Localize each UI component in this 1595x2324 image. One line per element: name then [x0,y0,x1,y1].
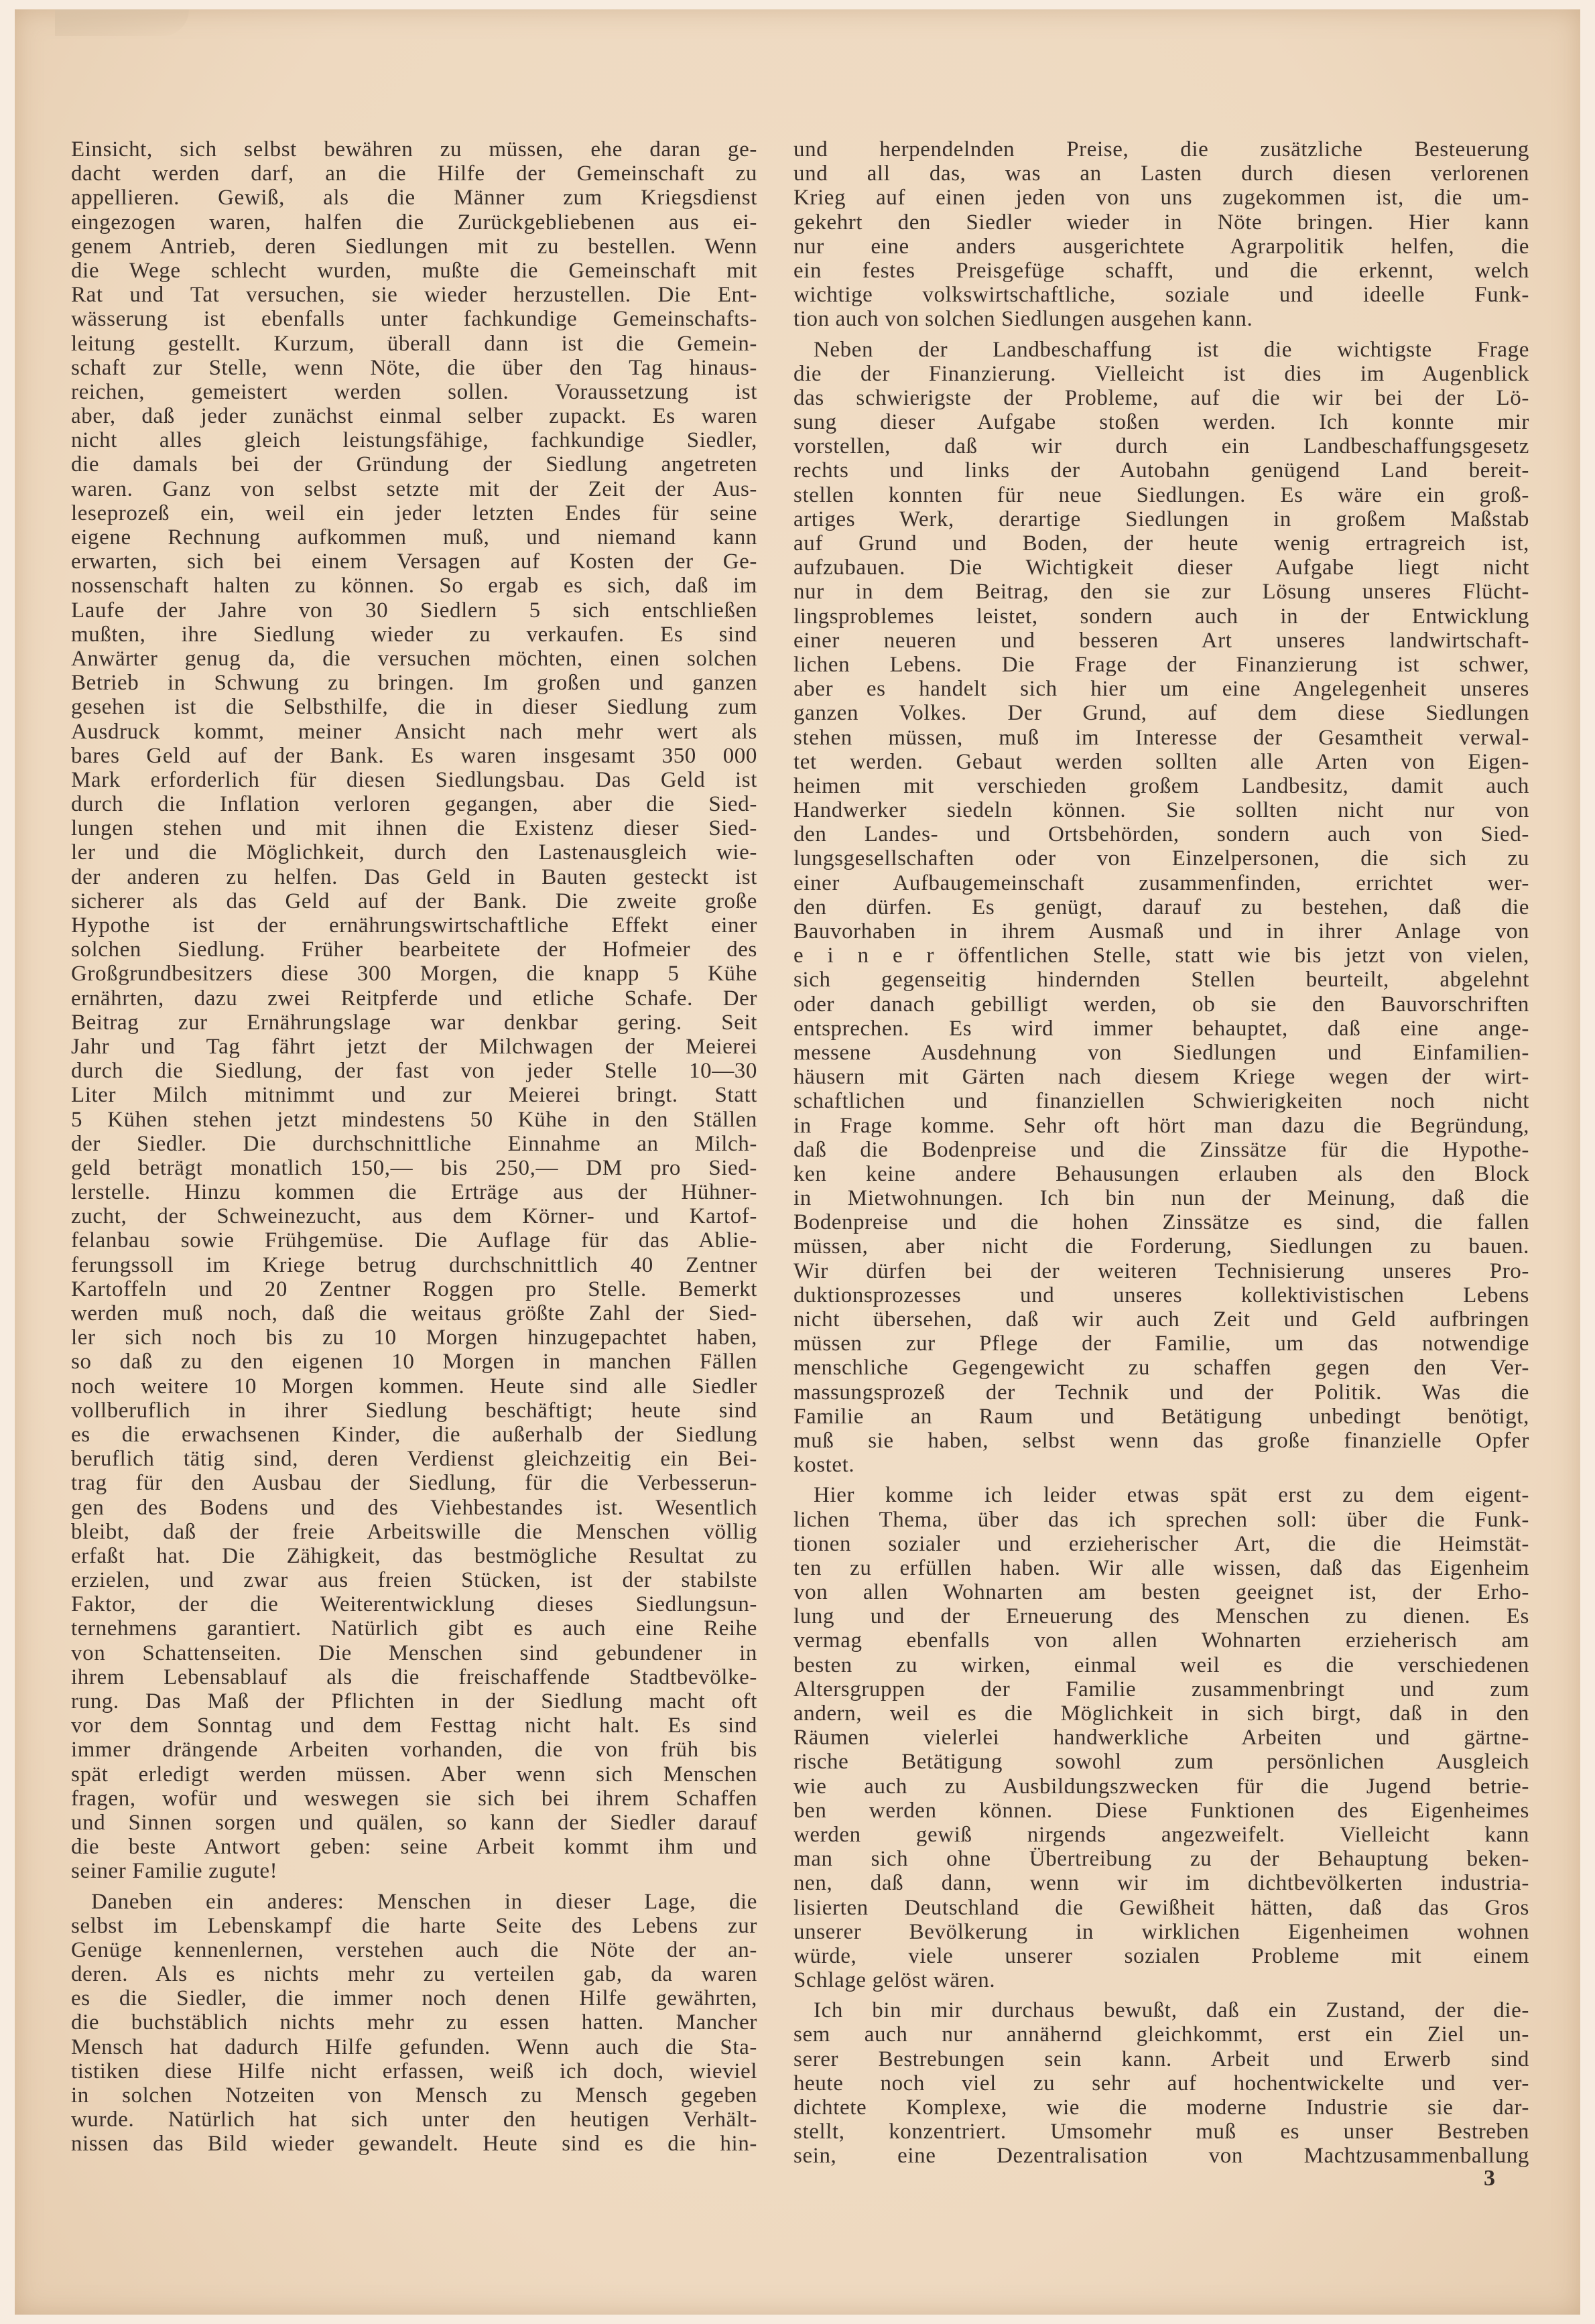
text-line: einer neueren und besseren Art unseres landwirtschaft- [793,628,1529,653]
paragraph [71,137,757,1884]
text-line: solchen Siedlung. Früher bearbeitete der Hofmeier des [71,938,757,962]
text-line: erzielen, und zwar aus freien Stücken, ist der stabilste [71,1568,757,1593]
text-line: Räumen vielerlei handwerkliche Arbeiten und gärtne- [793,1726,1529,1750]
text-line: Betrieb in Schwung zu bringen. Im großen und ganzen [71,671,757,696]
text-line: duktionsprozesses und unseres kollektivistischen Lebens [793,1283,1529,1307]
text-line: erwarten, sich bei einem Versagen auf Kosten der Ge- [71,550,757,574]
text-line: aber, daß jeder zunächst einmal selber zupackt. Es waren [71,404,757,429]
text-line: reichen, gemeistert werden sollen. Voraussetzung ist [71,379,757,404]
text-line: rechts und links der Autobahn genügend Land bereit- [793,458,1529,483]
text-line: nossenschaft halten zu können. So ergab es sich, daß im [71,574,757,598]
text-line: durch die Inflation verloren gegangen, aber die Sied- [71,792,757,817]
text-line: eingezogen waren, halfen die Zurückgebliebenen aus ei- [71,210,757,235]
text-line: lichen Lebens. Die Frage der Finanzierung ist schwer, [793,652,1529,677]
text-line: ler und die Möglichkeit, durch den Lastenausgleich wie- [71,840,757,865]
text-line: in Mietwohnungen. Ich bin nun der Meinung, daß die [793,1186,1529,1211]
text-line: sung dieser Aufgabe stoßen werden. Ich konnte mir [793,410,1529,435]
text-line: kostet. [793,1453,855,1478]
text-line: Ausdruck kommt, meiner Ansicht nach mehr wert als [71,719,757,744]
text-line: die buchstäblich nichts mehr zu essen hatten. Mancher [71,2010,757,2035]
text-line: Schlage gelöst wären. [793,1968,996,1993]
text-line: Beitrag zur Ernährungslage war denkbar gering. Seit [71,1010,757,1035]
text-line: schaft zur Stelle, wenn Nöte, die über den Tag hinaus- [71,355,757,380]
text-line: Bauvorhaben in ihrem Ausmaß und in ihrer Anlage von [793,919,1529,944]
text-line: dichtete Komplexe, wie die moderne Industrie sie dar- [793,2095,1529,2120]
text-line: aufzubauen. Die Wichtigkeit dieser Aufgabe liegt nicht [793,556,1529,580]
text-line: schaftlichen und finanziellen Schwierigkeiten noch nicht [793,1089,1529,1114]
text-line: besten zu wirken, einmal weil es die verschiedenen [793,1653,1529,1677]
text-line: wässerung ist ebenfalls unter fachkundige Gemeinschafts- [71,307,757,332]
text-line: der Siedler. Die durchschnittliche Einnahme an Milch- [71,1131,757,1156]
text-line: tet werden. Gebaut werden sollten alle Arten von Eigen- [793,749,1529,774]
text-line: von Schattenseiten. Die Menschen sind gebundener in [71,1640,757,1665]
paragraph [71,1890,757,2156]
paragraph [793,137,1529,332]
text-line: ein festes Preisgefüge schafft, und die erkennt, welch [793,258,1529,283]
text-line: ganzen Volkes. Der Grund, auf dem diese Siedlungen [793,701,1529,726]
text-line: ten zu erfüllen haben. Wir alle wissen, daß das Eigenheim [793,1555,1529,1580]
text-line: wurde. Natürlich hat sich unter den heutigen Verhält- [71,2108,757,2132]
text-line: erfaßt hat. Die Zähigkeit, das bestmögliche Resultat zu [71,1543,757,1568]
text-line: müssen zur Pflege der Familie, um das notwendige [793,1332,1529,1356]
text-line: bleibt, daß der freie Arbeitswille die Menschen völlig [71,1519,757,1544]
text-line: stellen konnten für neue Siedlungen. Es wäre ein groß- [793,482,1529,507]
text-line: sem auch nur annähernd gleichkommt, erst ein Ziel un- [793,2022,1529,2047]
text-line: e i n e r öffentlichen Stelle, statt wie bis jetzt von vielen, [793,944,1529,968]
text-line: die der Finanzierung. Vielleicht ist dies im Augenblick [793,361,1529,386]
text-line: es die erwachsenen Kinder, die außerhalb der Siedlung [71,1422,757,1447]
text-line: entsprechen. Es wird immer behauptet, daß eine ange- [793,1016,1529,1041]
text-line: lung und der Erneuerung des Menschen zu dienen. Es [793,1604,1529,1629]
text-line: Familie an Raum und Betätigung unbedingt benötigt, [793,1404,1529,1429]
text-line: Jahr und Tag fährt jetzt der Milchwagen der Meierei [71,1034,757,1059]
text-line: Anwärter genug da, die versuchen möchten, einen solchen [71,646,757,671]
text-line: Altersgruppen der Familie zusammenbringt und zum [793,1677,1529,1701]
text-line: durch die Siedlung, der fast von jeder Stelle 10—30 [71,1059,757,1084]
text-line: der anderen zu helfen. Das Geld in Bauten gesteckt ist [71,864,757,889]
text-line: es die Siedler, die immer noch denen Hilfe gewährten, [71,1986,757,2011]
text-line: genem Antrieb, deren Siedlungen mit zu bestellen. Wenn [71,234,757,259]
text-line: Daneben ein anderes: Menschen in dieser Lage, die [91,1889,757,1914]
torn-corner [55,9,189,36]
text-line: das schwierigste der Probleme, auf die wir bei der Lö- [793,385,1529,410]
text-line: nen, daß dann, wenn wir im dichtbevölkerten industria- [793,1871,1529,1896]
text-line: trag für den Ausbau der Siedlung, für die Verbesserun- [71,1471,757,1496]
text-line: mußten, ihre Siedlung wieder zu verkaufen. Es sind [71,622,757,647]
text-line: Handwerker siedeln können. Sie sollten nicht nur von [793,798,1529,823]
text-line: ben werden können. Diese Funktionen des Eigenheimes [793,1798,1529,1823]
text-line: deren. Als es nichts mehr zu verteilen gab, da waren [71,1962,757,1987]
text-line: Hier komme ich leider etwas spät erst zu dem eigent- [814,1483,1529,1508]
text-line: lisierten Deutschland die Gewißheit hätten, daß das Gros [793,1895,1529,1920]
text-line: die Wege schlecht wurden, mußte die Gemeinschaft mit [71,258,757,283]
text-line: Mensch hat dadurch Hilfe gefunden. Wenn auch die Sta- [71,2035,757,2059]
text-line: würde, viele unserer sozialen Probleme mit einem [793,1943,1529,1968]
text-line: Mark erforderlich für diesen Siedlungsbau. Das Geld ist [71,767,757,792]
text-line: zucht, der Schweinezucht, aus dem Körner- und Kartof- [71,1204,757,1229]
text-line: 5 Kühen stehen jetzt mindestens 50 Kühe in den Ställen [71,1107,757,1132]
text-line: lichen Thema, über das ich sprechen soll: über die Funk- [793,1507,1529,1532]
text-line: vollberuflich in ihrer Siedlung beschäftigt; heute sind [71,1398,757,1423]
text-line: Bodenpreise und die hohen Zinssätze es sind, die fallen [793,1210,1529,1235]
text-line: felanbau sowie Frühgemüse. Die Auflage für das Ablie- [71,1228,757,1253]
text-line: dacht werden darf, an die Hilfe der Gemeinschaft zu [71,162,757,186]
text-line: Rat und Tat versuchen, sie wieder herzustellen. Die Ent- [71,283,757,308]
text-line: Großgrundbesitzers diese 300 Morgen, die knapp 5 Kühe [71,962,757,986]
text-line: in Frage komme. Sehr oft hört man dazu die Begründung, [793,1113,1529,1138]
text-line: auf Grund und Boden, der heute wenig ertragreich ist, [793,531,1529,556]
text-line: den dürfen. Es genügt, darauf zu bestehen, daß die [793,895,1529,919]
text-line: immer drängende Arbeiten vorhanden, die von früh bis [71,1738,757,1762]
text-line: Wir dürfen bei der weiteren Technisierung unseres Pro- [793,1258,1529,1283]
text-line: ferungssoll im Kriege betrug durchschnittlich 40 Zentner [71,1252,757,1277]
paragraph [793,338,1529,1478]
text-line: Krieg auf einen jeden von uns zugekommen ist, die um- [793,186,1529,210]
text-line: die damals bei der Gründung der Siedlung angetreten [71,452,757,477]
text-line: tionen sozialer und erzieherischer Art, die die Heimstät- [793,1531,1529,1556]
text-line: nur eine anders ausgerichtete Agrarpolitik helfen, die [793,234,1529,259]
text-column-left [71,137,757,2156]
text-line: und Sinnen sorgen und quälen, so kann der Siedler darauf [71,1810,757,1835]
text-line: sicherer als das Geld auf der Bank. Die zweite große [71,889,757,913]
text-line: stehen müssen, muß im Interesse der Gesamtheit verwal- [793,725,1529,750]
text-line: ken keine andere Behausungen erlauben als den Block [793,1161,1529,1186]
text-line: sich gegenseitig hindernden Stellen beurteilt, abgelehnt [793,968,1529,992]
text-line: fragen, wofür und weswegen sie sich bei ihrem Schaffen [71,1786,757,1811]
text-line: Hypothe ist der ernährungswirtschaftliche Effekt einer [71,913,757,938]
text-line: heute noch viel zu sehr auf hochentwickelte und ver- [793,2071,1529,2095]
text-line: Laufe der Jahre von 30 Siedlern 5 sich entschließen [71,598,757,623]
text-line: gen des Bodens und des Viehbestandes ist. Wesentlich [71,1495,757,1520]
text-line: gesehen ist die Selbsthilfe, die in dieser Siedlung zum [71,695,757,720]
text-line: vor dem Sonntag und dem Festtag nicht halt. Es sind [71,1714,757,1738]
text-line: Kartoffeln und 20 Zentner Roggen pro Stelle. Bemerkt [71,1277,757,1301]
text-line: aber es handelt sich hier um eine Angelegenheit unseres [793,677,1529,702]
text-line: vermag ebenfalls von allen Wohnarten erzieherisch am [793,1628,1529,1653]
text-line: wichtige volkswirtschaftliche, soziale und ideelle Funk- [793,283,1529,308]
text-line: nur in dem Beitrag, den sie zur Lösung unseres Flücht- [793,580,1529,604]
text-line: in solchen Notzeiten von Mensch zu Mensch gegeben [71,2083,757,2108]
text-line: geld beträgt monatlich 150,— bis 250,— DM pro Sied- [71,1155,757,1180]
text-line: appellieren. Gewiß, als die Männer zum Kriegsdienst [71,186,757,210]
text-line: lerstelle. Hinzu kommen die Erträge aus der Hühner- [71,1180,757,1205]
text-line: selbst im Lebenskampf die harte Seite des Lebens zur [71,1913,757,1938]
text-line: Ich bin mir durchaus bewußt, daß ein Zustand, der die- [814,1998,1529,2023]
text-line: stellt, konzentriert. Umsomehr muß es unser Bestreben [793,2120,1529,2144]
text-line: seiner Familie zugute! [71,1859,278,1884]
text-line: wie auch zu Ausbildungszwecken für die Jugend betrie- [793,1774,1529,1799]
text-line: beruflich tätig sind, deren Verdienst gleichzeitig ein Bei- [71,1447,757,1472]
text-line: ternehmens garantiert. Natürlich gibt es auch eine Reihe [71,1616,757,1641]
text-line: heimen mit verschieden großem Landbesitz, damit auch [793,773,1529,798]
text-line: daß die Bodenpreise und die Zinssätze für die Hypothe- [793,1137,1529,1162]
text-line: bares Geld auf der Bank. Es waren insgesamt 350 000 [71,743,757,768]
text-line: nicht alles gleich leistungsfähige, fachkundige Siedler, [71,428,757,453]
text-line: artiges Werk, derartige Siedlungen in großem Maßstab [793,507,1529,531]
text-line: lungen stehen und mit ihnen die Existenz dieser Sied- [71,816,757,841]
text-line: vorstellen, daß wir durch ein Landbeschaffungsgesetz [793,434,1529,459]
text-line: gekehrt den Siedler wieder in Nöte bringen. Hier kann [793,210,1529,235]
text-line: Neben der Landbeschaffung ist die wichtigste Frage [814,337,1529,362]
text-line: ihrem Lebensablauf als die freischaffende Stadtbevölke- [71,1665,757,1689]
text-line: rische Betätigung sowohl zum persönlichen Ausgleich [793,1750,1529,1774]
text-line: nissen das Bild wieder gewandelt. Heute sind es die hin- [71,2132,757,2156]
text-line: serer Bestrebungen sein kann. Arbeit und Erwerb sind [793,2047,1529,2071]
text-line: unserer Bevölkerung in wirklichen Eigenheimen wohnen [793,1919,1529,1944]
text-line: waren. Ganz von selbst setzte mit der Zeit der Aus- [71,476,757,501]
text-line: nicht übersehen, daß wir auch Zeit und Geld aufbringen [793,1307,1529,1332]
text-line: massungsprozeß der Technik und der Politik. Was die [793,1380,1529,1405]
text-line: noch weitere 10 Morgen kommen. Heute sind alle Siedler [71,1374,757,1399]
text-line: Einsicht, sich selbst bewähren zu müssen, ehe daran ge- [71,137,757,162]
text-line: häusern mit Gärten nach diesem Kriege wegen der wirt- [793,1065,1529,1090]
text-line: spät erledigt werden müssen. Aber wenn sich Menschen [71,1762,757,1787]
text-line: leseprozeß ein, weil ein jeder letzten Endes für seine [71,501,757,525]
text-line: man sich ohne Übertreibung zu der Behauptung beken- [793,1847,1529,1872]
text-line: rung. Das Maß der Pflichten in der Siedlung macht oft [71,1689,757,1714]
text-line: lingsproblemes leistet, sondern auch in der Entwicklung [793,604,1529,629]
text-line: Genüge kennenlernen, verstehen auch die Nöte der an- [71,1937,757,1962]
paragraph [793,1998,1529,2168]
text-line: ernährten, dazu zwei Reitpferde und etliche Schafe. Der [71,986,757,1011]
text-line: ler sich noch bis zu 10 Morgen hinzugepachtet haben, [71,1326,757,1350]
text-line: werden muß noch, daß die weitaus größte Zahl der Sied- [71,1301,757,1326]
text-line: Liter Milch mitnimmt und zur Meierei bringt. Statt [71,1083,757,1108]
text-line: oder danach gebilligt werden, ob sie den Bauvorschriften [793,992,1529,1017]
text-line: muß sie haben, selbst wenn das große finanzielle Opfer [793,1428,1529,1453]
text-line: die beste Antwort geben: seine Arbeit kommt ihm und [71,1835,757,1860]
text-line: von allen Wohnarten am besten geeignet ist, der Erho- [793,1580,1529,1605]
text-line: tion auch von solchen Siedlungen ausgehen kann. [793,307,1253,332]
text-line: Faktor, der die Weiterentwicklung dieses Siedlungsun- [71,1592,757,1617]
text-line: den Landes- und Ortsbehörden, sondern auch von Sied- [793,822,1529,847]
text-line: messene Ausdehnung von Siedlungen und Einfamilien- [793,1040,1529,1065]
page-number: 3 [1484,2166,1495,2191]
text-line: lungsgesellschaften oder von Einzelpersonen, die sich zu [793,846,1529,871]
text-line: und herpendelnden Preise, die zusätzliche Besteuerung [793,137,1529,162]
text-line: menschliche Gegengewicht zu schaffen gegen den Ver- [793,1356,1529,1380]
text-line: leitung gestellt. Kurzum, überall dann ist die Gemein- [71,331,757,356]
text-column-right [793,137,1529,2169]
paragraph [793,1483,1529,1992]
text-line: sein, eine Dezentralisation von Machtzusammenballung [793,2144,1529,2169]
text-line: eigene Rechnung aufkommen muß, und niemand kann [71,525,757,550]
text-line: werden gewiß nirgends angezweifelt. Vielleicht kann [793,1822,1529,1847]
text-line: andern, weil es die Möglichkeit in sich birgt, daß in den [793,1701,1529,1726]
text-line: müssen, aber nicht die Forderung, Siedlungen zu bauen. [793,1234,1529,1259]
text-line: und all das, was an Lasten durch diesen verlorenen [793,162,1529,186]
text-line: tistiken diese Hilfe nicht erfassen, weiß ich doch, wieviel [71,2059,757,2083]
text-line: so daß zu den eigenen 10 Morgen in manchen Fällen [71,1350,757,1374]
text-line: einer Aufbaugemeinschaft zusammenfinden, errichtet wer- [793,870,1529,895]
